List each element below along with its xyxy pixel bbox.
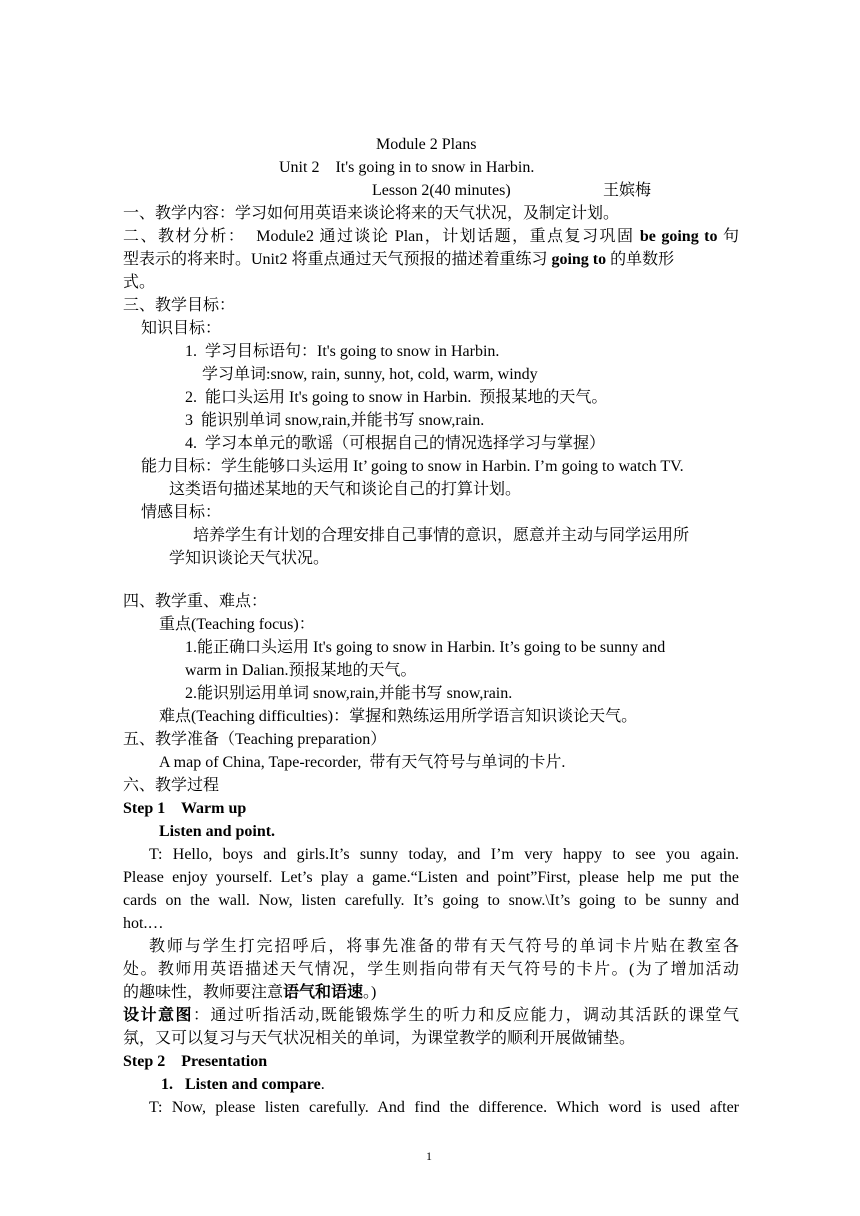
text-run: 。) (363, 984, 377, 1001)
text-run: ：通过听指活动,既能锻炼学生的听力和反应能力，调动其活跃的课堂气 (192, 1007, 739, 1024)
text-run: 句 (717, 228, 739, 245)
section-2-line-3: 式。 (123, 274, 156, 291)
bold-term: 语气和语速 (283, 984, 364, 1001)
module-title: Module 2 Plans (376, 136, 477, 153)
section-4-title: 四、教学重、难点： (123, 593, 268, 610)
dialogue-line-2: Please enjoy yourself. Let’s play a game.“Listen and point”First, please help me put the (123, 869, 739, 886)
section-3-title: 三、教学目标： (123, 297, 236, 314)
section-2-line-1 (123, 226, 739, 248)
emotion-goals-title: 情感目标： (141, 504, 222, 521)
section-1-content: 一、教学内容：学习如何用英语来谈论将来的天气状况，及制定计划。 (123, 205, 620, 222)
knowledge-goal-3: 3 能识别单词 snow,rain,并能书写 snow,rain. (185, 412, 485, 429)
section-6-title: 六、教学过程 (123, 777, 220, 794)
text-run: 型表示的将来时。Unit2 将重点通过天气预报的描述着重练习 (123, 251, 552, 268)
knowledge-goal-2: 2. 能口头运用 It's going to snow in Harbin. 预报某地的天气。 (185, 389, 608, 406)
author-name: 王嫔梅 (603, 182, 652, 199)
focus-item-2: 2.能识别运用单词 snow,rain,并能书写 snow,rain. (185, 685, 513, 702)
step-2-subheading (161, 1074, 325, 1096)
text-run: 二、教材分析： Module2 通过谈论 Plan，计划话题，重点复习巩固 (123, 228, 640, 245)
section-2-line-2 (123, 249, 674, 271)
activity-desc-line-3 (123, 982, 376, 1004)
step-1-heading: Step 1 Warm up (123, 800, 247, 817)
ability-goal-line-1: 能力目标：学生能够口头运用 It’ going to snow in Harbin. I’m going to watch TV. (141, 458, 684, 475)
text-run: 的趣味性，教师要注意 (123, 984, 284, 1001)
dialogue-line-4: hot.… (123, 915, 164, 932)
text-run: 的单数形 (606, 251, 675, 268)
design-intent-line-1 (123, 1005, 739, 1027)
focus-item-1-line-1: 1.能正确口头运用 It's going to snow in Harbin. It’s going to be sunny and (185, 639, 666, 656)
page-number: 1 (426, 1149, 432, 1163)
emotion-goal-line-1: 培养学生有计划的合理安排自己事情的意识，愿意并主动与同学运用所 (193, 527, 690, 544)
step-2-heading: Step 2 Presentation (123, 1053, 268, 1070)
step-1-subheading: Listen and point. (159, 823, 276, 840)
dialogue-line-1: T: Hello, boys and girls.It’s sunny today, and I’m very happy to see you again. (149, 846, 739, 863)
activity-desc-line-2: 处。教师用英语描述天气情况，学生则指向带有天气符号的卡片。(为了增加活动 (123, 961, 739, 978)
presentation-line-1: T: Now, please listen carefully. And find the difference. Which word is used after (149, 1099, 739, 1116)
ability-goal-line-2: 这类语句描述某地的天气和谈论自己的打算计划。 (169, 481, 522, 498)
lesson-title: Lesson 2(40 minutes) (372, 182, 511, 199)
text-run: . (320, 1076, 325, 1093)
design-intent-line-2: 氛，又可以复习与天气状况相关的单词，为课堂教学的顺利开展做铺垫。 (123, 1030, 636, 1047)
text-run: 1. Listen and compare (161, 1076, 321, 1093)
knowledge-goals-title: 知识目标： (141, 320, 222, 337)
teaching-difficulties: 难点(Teaching difficulties)：掌握和熟练运用所学语言知识谈论天气。 (159, 708, 638, 725)
section-5-content: A map of China, Tape-recorder, 带有天气符号与单词的卡片. (159, 754, 566, 771)
section-5-title: 五、教学准备（Teaching preparation） (123, 731, 387, 748)
emotion-goal-line-2: 学知识谈论天气状况。 (169, 550, 330, 567)
activity-desc-line-1: 教师与学生打完招呼后，将事先准备的带有天气符号的单词卡片贴在教室各 (149, 938, 739, 955)
design-intent-label: 设计意图 (123, 1007, 193, 1024)
bold-term: be going to (639, 228, 718, 245)
dialogue-line-3: cards on the wall. Now, listen carefully. It’s going to snow.\It’s going to be sunny and (123, 892, 739, 909)
knowledge-goal-1: 1. 学习目标语句：It's going to snow in Harbin. (185, 343, 500, 360)
teaching-focus-title: 重点(Teaching focus)： (159, 616, 315, 633)
knowledge-goal-1-words: 学习单词:snow, rain, sunny, hot, cold, warm, windy (202, 366, 538, 383)
unit-title: Unit 2 It's going in to snow in Harbin. (279, 159, 535, 176)
knowledge-goal-4: 4. 学习本单元的歌谣（可根据自己的情况选择学习与掌握） (185, 435, 606, 452)
focus-item-1-line-2: warm in Dalian.预报某地的天气。 (185, 662, 417, 679)
bold-term: going to (551, 251, 607, 268)
